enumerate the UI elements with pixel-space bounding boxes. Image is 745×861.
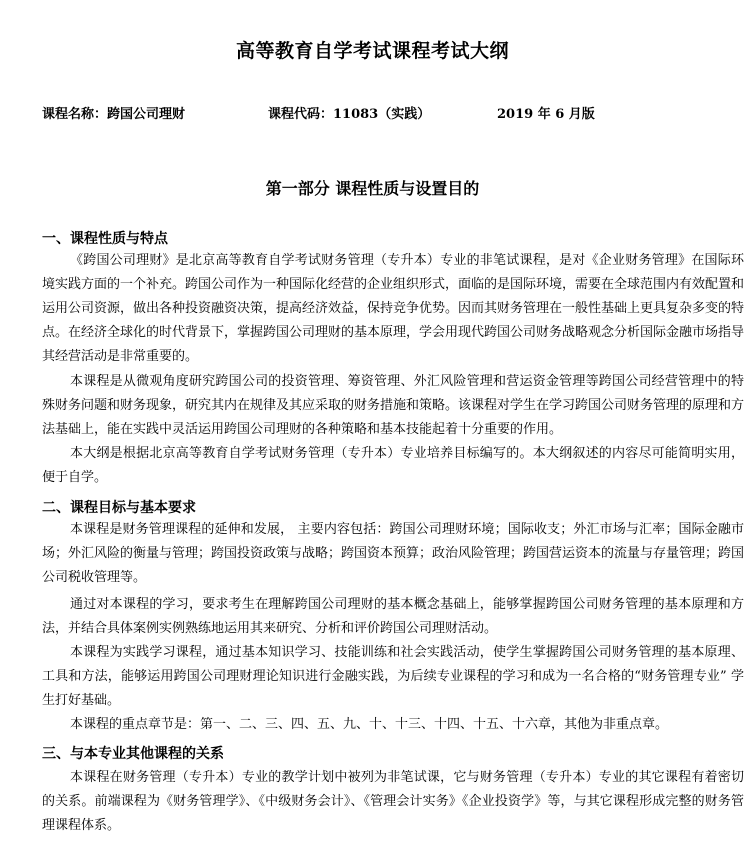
section-heading-goals: 二、课程目标与基本要求 — [42, 500, 196, 516]
part-title: 第一部分 课程性质与设置目的 — [265, 179, 480, 198]
course-name: 课程名称：跨国公司理财 — [42, 107, 186, 122]
paragraph: 本大纲是根据北京高等教育自学考试财务管理（专升本）专业培养目标编写的。本大纲叙述的内容尽可能简明实用，便于自学。 — [42, 446, 744, 485]
paragraph: 本课程在财务管理（专升本）专业的教学计划中被列为非笔试课，它与财务管理（专升本）专业的其它课程有着密切的关系。前端课程为《财务管理学》、《中级财务会计》、《管理会计实务》《企业投资学》等，与其它课程形成完整的财务管理课程体系。 — [42, 770, 744, 833]
paragraph: 《跨国公司理财》是北京高等教育自学考试财务管理（专升本）专业的非笔试课程，是对《企业财务管理》在国际环境实践方面的一个补充。跨国公司作为一种国际化经营的企业组织形式，面临的是国际环境，需要在全球范围内有效配置和运用公司资源，做出各种投资融资决策，提高经济效益，保持竞争优势。因而其财务管理在一般性基础上更具复杂多变的特点。在经济全球化的时代背景下，掌握跨国公司理财的基本原理，学会用现代跨国公司财务战略观念分析国际金融市场指导其经营活动是非常重要的。 — [42, 253, 744, 364]
section-heading-nature: 一、课程性质与特点 — [42, 231, 168, 247]
paragraph: 本课程为实践学习课程，通过基本知识学习、技能训练和社会实践活动，使学生掌握跨国公司财务管理的基本原理、工具和方法，能够运用跨国公司理财理论知识进行金融实践，为后续专业课程的学习和成为一名合格的“财务管理专业” 学生打好基础。 — [42, 645, 744, 708]
course-code: 课程代码：11083（实践） — [268, 107, 431, 122]
section-heading-relations: 三、与本专业其他课程的关系 — [42, 746, 224, 762]
document-title: 高等教育自学考试课程考试大纲 — [235, 40, 509, 62]
paragraph: 本课程是财务管理课程的延伸和发展， 主要内容包括：跨国公司理财环境；国际收支；外汇市场与汇率；国际金融市场；外汇风险的衡量与管理；跨国投资政策与战略；跨国资本预算；政治风险管理；跨国营运资本的流量与存量管理；跨国公司税收管理等。 — [42, 522, 744, 585]
version-date: 2019 年 6 月版 — [497, 107, 595, 122]
paragraph: 本课程是从微观角度研究跨国公司的投资管理、筹资管理、外汇风险管理和营运资金管理等跨国公司经营管理中的特殊财务问题和财务现象，研究其内在规律及其应采取的财务措施和策略。该课程对学生在学习跨国公司财务管理的原理和方法基础上，能在实践中灵活运用跨国公司理财的各种策略和基本技能起着十分重要的作用。 — [42, 374, 744, 437]
paragraph: 本课程的重点章节是：第一、二、三、四、五、九、十、十三、十四、十五、十六章，其他为非重点章。 — [70, 717, 669, 732]
paragraph: 通过对本课程的学习，要求考生在理解跨国公司理财的基本概念基础上，能够掌握跨国公司财务管理的基本原理和方法，并结合具体案例实例熟练地运用其来研究、分析和评价跨国公司理财活动。 — [42, 597, 744, 636]
